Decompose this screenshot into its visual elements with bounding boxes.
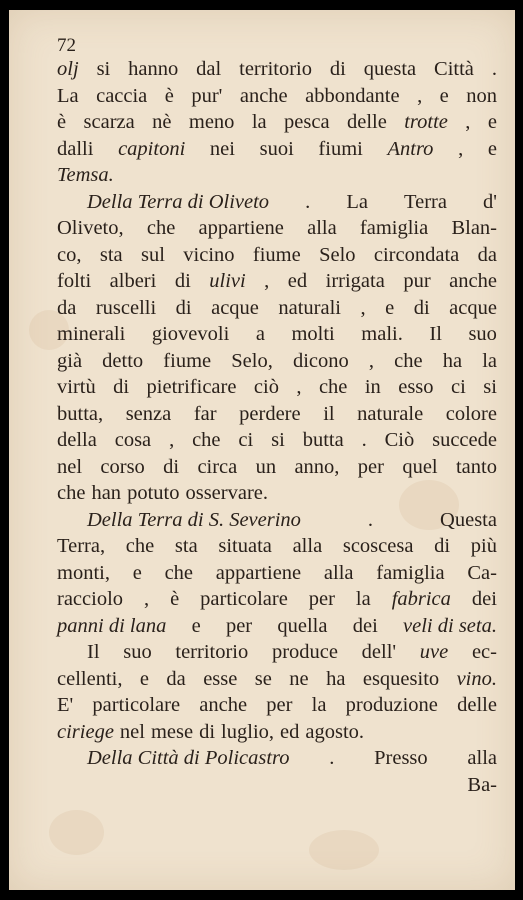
word: agosto. [305, 720, 365, 743]
word: La [346, 190, 368, 213]
word: la [311, 694, 327, 716]
word: ci [238, 429, 254, 451]
word: ed [287, 270, 308, 292]
word: colore [445, 402, 497, 425]
word: la [482, 349, 497, 372]
word: folti [57, 270, 92, 292]
word: dicono [292, 349, 349, 372]
word: alla [323, 561, 354, 584]
word: e [487, 111, 497, 133]
word: ha [326, 667, 346, 690]
text-line [57, 109, 497, 136]
word: esquesito [362, 667, 440, 690]
word: nel [119, 720, 145, 743]
word: appartiene [198, 217, 284, 239]
word: virtù [57, 376, 96, 398]
word: anche [199, 694, 248, 716]
text-line [57, 745, 497, 772]
word: dal [196, 58, 222, 80]
italic-word: fabrica [391, 588, 451, 610]
word: di [434, 535, 451, 557]
word: . [367, 508, 374, 531]
word: fiume [252, 243, 301, 266]
word: sta [174, 535, 198, 557]
word: di [113, 376, 130, 398]
word: circa [197, 455, 238, 478]
word: Ciò [384, 429, 415, 451]
word: mese [150, 720, 194, 743]
word: anche [449, 270, 497, 292]
word: Il [429, 323, 442, 345]
word: , [465, 111, 471, 133]
word: Terra, [57, 535, 106, 557]
word: cellenti, [57, 667, 123, 690]
word: che [146, 217, 176, 239]
word: e [191, 614, 201, 637]
text-line [57, 136, 497, 163]
word: si [483, 376, 497, 398]
word: la [355, 588, 371, 610]
word: Oliveto, [57, 217, 124, 239]
word: appartiene [215, 561, 302, 584]
word: . [305, 190, 311, 213]
word: senza [125, 402, 172, 425]
word: già [57, 349, 83, 372]
word: mali. [361, 323, 403, 345]
word: produce [271, 641, 338, 663]
italic-word: Della Terra di S. Severino [87, 508, 301, 531]
italic-word: veli di seta. [403, 614, 497, 637]
word: più [470, 535, 497, 557]
word: osservare. [185, 482, 268, 504]
word: caccia [96, 84, 148, 107]
italic-word: vino. [456, 667, 497, 690]
word: a [255, 323, 265, 345]
word: e [487, 137, 497, 160]
word: alberi [109, 270, 157, 292]
text-line [57, 666, 497, 693]
word: delle [457, 694, 497, 716]
word: succede [432, 429, 497, 451]
word: di [174, 270, 191, 292]
text-line [57, 189, 497, 216]
word: irrigata [325, 270, 385, 292]
word: anche [239, 84, 288, 107]
word: monti, [57, 561, 110, 584]
word: che [318, 376, 348, 398]
word: pur' [191, 84, 223, 107]
text-line [57, 533, 497, 560]
word: della [57, 429, 97, 451]
word: che [394, 349, 423, 372]
word: pesca [284, 111, 330, 133]
word: molti [291, 323, 335, 345]
word: un [255, 455, 277, 478]
word: La [57, 84, 79, 107]
word: co, [57, 243, 82, 266]
text-line [57, 427, 497, 454]
italic-word: capitoni [118, 137, 186, 160]
word: . [361, 429, 367, 451]
book-page [9, 10, 515, 890]
word: acque [211, 296, 259, 319]
text-line [57, 560, 497, 587]
word: e [132, 561, 142, 584]
text-line [57, 321, 497, 348]
page-text [57, 36, 497, 798]
word: scarza [83, 111, 135, 133]
word: Blan- [451, 217, 497, 239]
text-line [57, 242, 497, 269]
word: hanno [128, 58, 179, 80]
italic-word: Antro [387, 137, 434, 160]
italic-word: Della Terra di Oliveto [87, 190, 270, 213]
text-line [57, 692, 497, 719]
word: perdere [239, 402, 301, 425]
word: far [193, 402, 217, 425]
word: ciò [253, 376, 279, 398]
text-line [57, 507, 497, 534]
word: , [296, 376, 302, 398]
word: produzione [345, 694, 438, 716]
text-line [57, 480, 497, 507]
word: nel [57, 455, 83, 478]
word: butta [302, 429, 344, 451]
word: ne [289, 667, 309, 690]
word: nei [209, 137, 235, 160]
word: acque [449, 296, 497, 319]
word: fiumi [318, 137, 363, 160]
word: anno, [294, 455, 340, 478]
word: , [368, 349, 374, 372]
word: naturali [278, 296, 342, 319]
word: , [143, 588, 150, 610]
word: territorio [175, 641, 249, 663]
text-line [57, 215, 497, 242]
text-line [57, 162, 497, 189]
word: e [385, 296, 395, 319]
word: Questa [440, 508, 497, 531]
word: . [491, 58, 497, 80]
word: tanto [455, 455, 497, 478]
word: per [308, 588, 335, 610]
word: corso [100, 455, 145, 478]
page-number: 72 [57, 35, 76, 56]
word: in [364, 376, 381, 398]
word: pietrificare [146, 376, 237, 398]
word: situata [218, 535, 272, 557]
word: è [164, 84, 174, 107]
word: è [57, 111, 67, 133]
word: si [96, 58, 111, 80]
word: particolare [200, 588, 288, 610]
word: non [466, 84, 497, 107]
word: alla [307, 217, 337, 239]
word: cosa [114, 429, 152, 451]
word: potuto [127, 482, 180, 504]
word: per [357, 455, 384, 478]
word: suo [468, 323, 497, 345]
word: , [264, 270, 270, 292]
word: che [164, 561, 194, 584]
word: e [139, 667, 149, 690]
italic-word: Della Città di Policastro [87, 747, 290, 769]
word: suoi [259, 137, 294, 160]
word: se [254, 667, 272, 690]
text-line [57, 56, 497, 83]
word: fiume [163, 349, 212, 372]
word: di [413, 296, 430, 319]
word: d' [483, 190, 497, 213]
word: quella [277, 614, 328, 637]
word: dell' [361, 641, 397, 663]
word: Città [434, 58, 474, 80]
word: quel [402, 455, 438, 478]
word: giovevoli [151, 323, 230, 345]
word: alla [292, 535, 323, 557]
word: il [323, 402, 335, 425]
word: , [458, 137, 464, 160]
word: racciolo [57, 588, 124, 610]
text-line [57, 83, 497, 110]
word: che [57, 482, 86, 504]
word: la [251, 111, 267, 133]
word: ci [450, 376, 466, 398]
word: luglio, [221, 720, 275, 743]
word: di [329, 58, 346, 80]
word: suo [123, 641, 152, 663]
word: , [417, 84, 423, 107]
text-line [57, 454, 497, 481]
paper-stain [309, 830, 379, 870]
word: è [170, 588, 180, 610]
word: che [192, 429, 221, 451]
word: esso [398, 376, 434, 398]
word: ruscelli [95, 296, 157, 319]
text-lines [57, 56, 497, 798]
word: di [199, 720, 216, 743]
word: di [175, 296, 192, 319]
word: sul [140, 243, 165, 266]
word: Ba- [467, 773, 497, 796]
word: dei [352, 614, 378, 637]
word: minerali [57, 323, 126, 345]
text-line [57, 268, 497, 295]
word: delle [346, 111, 387, 133]
word: Presso [374, 747, 428, 769]
word: Terra [404, 190, 447, 213]
word: Il [87, 641, 100, 663]
word: . [329, 747, 335, 769]
word: naturale [357, 402, 424, 425]
word: Ca- [467, 561, 497, 584]
word: vicino [183, 243, 235, 266]
word: ed [280, 720, 300, 743]
word: sta [99, 243, 123, 266]
text-line [57, 295, 497, 322]
italic-word: Temsa. [57, 164, 114, 186]
text-line [57, 401, 497, 428]
word: detto [102, 349, 144, 372]
word: particolare [92, 694, 181, 716]
word: da [477, 243, 497, 266]
word: e [439, 84, 449, 107]
word: alla [467, 747, 497, 769]
word: butta, [57, 402, 104, 425]
word: per [266, 694, 293, 716]
word: pur [403, 270, 431, 292]
italic-word: trotte [404, 111, 448, 133]
italic-word: uve [419, 641, 449, 663]
text-line [57, 348, 497, 375]
italic-word: ciriege [57, 720, 114, 743]
word: famiglia [376, 561, 445, 584]
word: Selo [319, 243, 356, 266]
text-line [57, 374, 497, 401]
word: famiglia [359, 217, 429, 239]
italic-word: panni di lana [57, 614, 167, 637]
italic-word: ulivi [209, 270, 246, 292]
word: circondata [373, 243, 460, 266]
text-line [57, 639, 497, 666]
word: ec- [471, 641, 497, 663]
word: han [91, 482, 122, 504]
word: dei [471, 588, 497, 610]
text-line [57, 772, 497, 799]
word: da [57, 296, 77, 319]
word: che [125, 535, 155, 557]
word: per [225, 614, 253, 637]
italic-word: olj [57, 58, 79, 80]
word: questa [363, 58, 417, 80]
word: territorio [239, 58, 312, 80]
word: si [271, 429, 285, 451]
word: da [166, 667, 186, 690]
word: esse [203, 667, 238, 690]
text-line [57, 613, 497, 640]
text-line [57, 719, 497, 746]
word: dalli [57, 137, 94, 160]
word: scoscesa [342, 535, 414, 557]
word: nè [152, 111, 172, 133]
word: E' [57, 694, 74, 716]
word: Selo, [231, 349, 273, 372]
word: abbondante [305, 84, 400, 107]
word: meno [188, 111, 235, 133]
text-line [57, 586, 497, 613]
word: , [169, 429, 175, 451]
paper-stain [49, 810, 104, 855]
word: di [163, 455, 180, 478]
word: ha [442, 349, 463, 372]
word: , [360, 296, 366, 319]
